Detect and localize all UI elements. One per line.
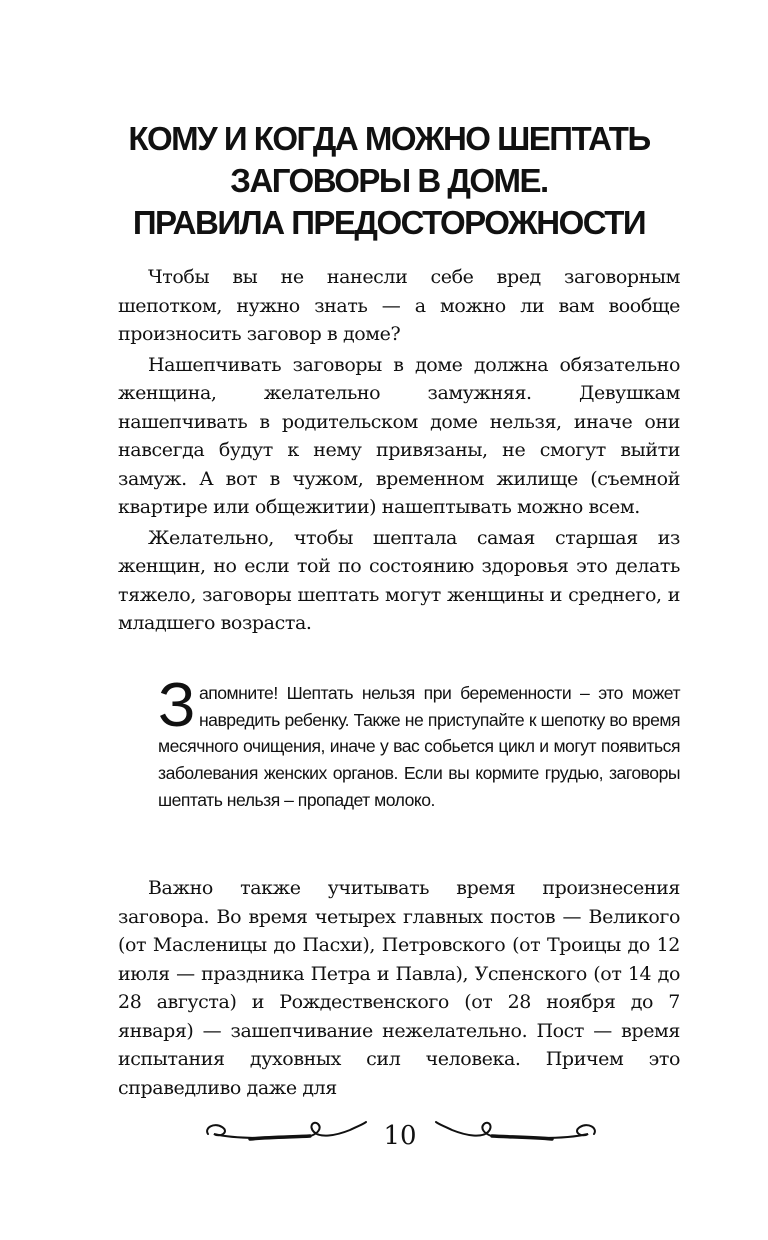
paragraph: Чтобы вы не нанесли себе вред заговорным шепотком, нужно знать — а можно ли вам вообще произносить заговор в доме? [118,266,680,345]
page-number: 10 [383,1121,417,1151]
paragraph: Нашепчивать заговоры в доме должна обязательно женщина, желательно замужняя. Девушкам нашепчивать в родительском доме нельзя, иначе они навсегда будут к нему привязаны, не смогут выйти замуж. А вот в чужом, временном жилище (съемной квартире или общежитии) нашептывать можно всем. [118,353,680,518]
body-text-block-continued [118,874,680,1102]
body-text-block [118,263,680,638]
page-footer [200,1110,600,1170]
note-text: апомните! Шептать нельзя при беременности – это может навредить ребенку. Также не приступайте к шепотку во время месячного очищения, иначе у вас собьется цикл и могут появиться заболевания женских органов. Если вы кормите грудью, заговоры шептать нельзя – пропадет молоко. [158,683,680,810]
remember-note [158,671,680,814]
drop-cap: З [158,671,195,740]
chapter-title [90,118,688,244]
paragraph: Желательно, чтобы шептала самая старшая из женщин, но если той по состоянию здоровья это делать тяжело, заговоры шептать могут женщины и среднего, и младшего возраста. [118,526,680,634]
chapter-title-line-3: ПРАВИЛА ПРЕДОСТОРОЖНОСТИ [132,204,646,241]
swirl-ornament-right-icon [432,1110,602,1150]
swirl-ornament-left-icon [200,1110,370,1150]
chapter-title-line-1: КОМУ И КОГДА МОЖНО ШЕПТАТЬ [128,120,650,157]
chapter-title-line-2: ЗАГОВОРЫ В ДОМЕ. [230,162,548,199]
paragraph: Важно также учитывать время произнесения заговора. Во время четырех главных постов — Великого (от Масленицы до Пасхи), Петровского (от Троицы до 12 июля — праздника Петра и Павла), Успенского (от 14 до 28 августа) и Рождественского (от 28 ноября до 7 января) — зашепчивание нежелательно. Пост — время испытания духовных сил человека. Причем это справедливо даже для [118,877,680,1099]
